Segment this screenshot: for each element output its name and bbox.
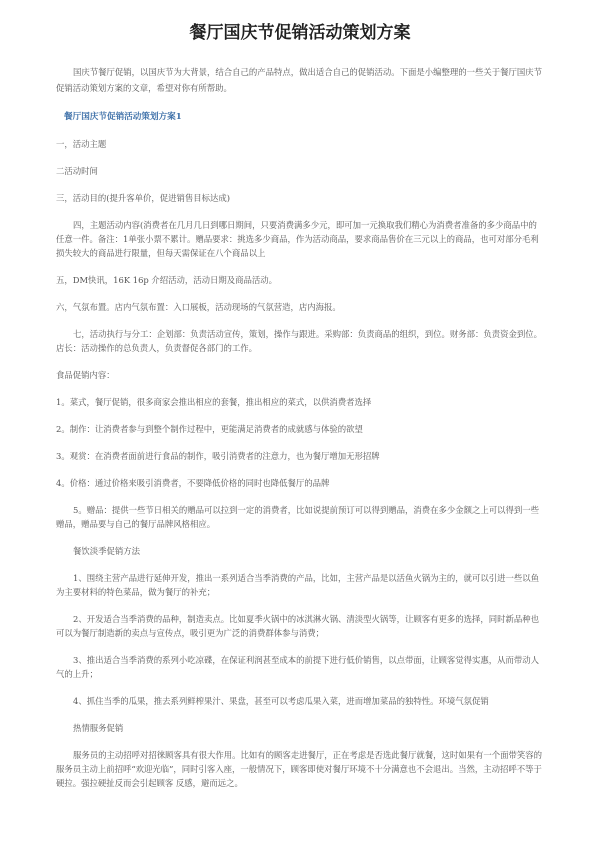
heading-activity-theme: 一，活动主题 bbox=[56, 139, 107, 149]
heading-activity-time: 二活动时间 bbox=[56, 166, 98, 176]
heading-activity-goal: 三，活动目的(提升客单价，促进销售目标达成) bbox=[56, 193, 231, 203]
paragraph-warm-service: 服务员的主动招呼对招徕顾客具有很大作用。比如有的顾客走进餐厅，正在考虑是否选此餐厅就餐，这时如果有一个面带笑容的服务员主动上前招呼“欢迎光临”，同时引客入座，一般情况下，顾客即使对餐厅环境不十分满意也不会退出。当然，主动招呼不等于硬拉。强拉硬扯反而会引起顾客 反感，避而远之。 bbox=[56, 750, 542, 788]
list-item-off-season-2: 2、开发适合当季消费的品种，制造卖点。比如夏季火锅中的冰淇淋火锅、清淡型火锅等，让顾客有更多的选择，同时新品种也可以为餐厅制造新的卖点与宣传点，吸引更为广泛的消费群体参与消费； bbox=[56, 614, 539, 638]
paragraph-decoration: 六，气氛布置。店内气氛布置：入口展板，活动现场的气氛营造，店内海报。 bbox=[56, 302, 341, 312]
heading-food-promotion: 食品促销内容： bbox=[56, 370, 115, 380]
heading-warm-service: 热情服务促销 bbox=[73, 723, 124, 733]
list-item-price: 4。价格：通过价格来吸引消费者，不要降低价格的同时也降低餐厅的品牌 bbox=[56, 478, 330, 488]
heading-off-season: 餐饮淡季促销方法 bbox=[73, 546, 140, 556]
list-item-gifts: 5。赠品：提供一些节日相关的赠品可以拉到一定的消费者，比如说提前预订可以得到赠品，消费在多少金额之上可以得到一些赠品，赠品要与自己的餐厅品牌风格相应。 bbox=[56, 505, 539, 529]
page-title: 餐厅国庆节促销活动策划方案 bbox=[189, 23, 411, 43]
paragraph-activity-content: 四，主题活动内容(消费者在几月几日到哪日期间，只要消费满多少元，即可加一元换取我们精心为消费者准备的多少商品中的任意一件。备注：1单张小票不累计。赠品要求：挑选多少商品，作为活动商品，要求商品售价在三元以上的商品，也可对部分毛利损失较大的商品进行限量，但每天需保证在八个商品以上 bbox=[56, 220, 539, 258]
list-item-off-season-1: 1、围绕主营产品进行延伸开发，推出一系列适合当季消费的产品，比如，主营产品是以活鱼火锅为主的，就可以引进一些以鱼为主要材料的特色菜品，做为餐厅的补充； bbox=[56, 573, 539, 597]
list-item-off-season-4: 4、抓住当季的瓜果，推去系列鲜榨果汁、果盘，甚至可以考虑瓜果入菜，进而增加菜品的独特性。环境气氛促销 bbox=[73, 696, 489, 706]
list-item-viewing: 3。观赏：在消费者面前进行食品的制作，吸引消费者的注意力，也为餐厅增加无形招牌 bbox=[56, 451, 380, 461]
paragraph-dm-flyer: 五，DM快讯，16K 16p 介绍活动，活动日期及商品活动。 bbox=[56, 275, 278, 285]
intro-paragraph: 国庆节餐厅促销，以国庆节为大背景，结合自己的产品特点，做出适合自己的促销活动。下面是小编整理的一些关于餐厅国庆节促销活动策划方案的文章，希望对你有所帮助。 bbox=[56, 67, 542, 93]
list-item-dishes: 1。菜式，餐厅促销，很多商家会推出相应的套餐，推出相应的菜式，以供消费者选择 bbox=[56, 397, 372, 407]
section-subtitle: 餐厅国庆节促销活动策划方案1 bbox=[64, 112, 182, 122]
list-item-making: 2。制作：让消费者参与到整个制作过程中，更能满足消费者的成就感与体验的欲望 bbox=[56, 424, 363, 434]
paragraph-division-of-labor: 七，活动执行与分工：企划部：负责活动宣传，策划，操作与跟进。采购部：负责商品的组织，到位。财务部：负责资金到位。店长：活动操作的总负责人，负责督促各部门的工作。 bbox=[56, 329, 542, 353]
list-item-off-season-3: 3、推出适合当季消费的系列小吃凉碟，在保证利润甚至成本的前提下进行低价销售，以点带面，让顾客觉得实惠，从而带动人气的上升； bbox=[56, 655, 539, 679]
